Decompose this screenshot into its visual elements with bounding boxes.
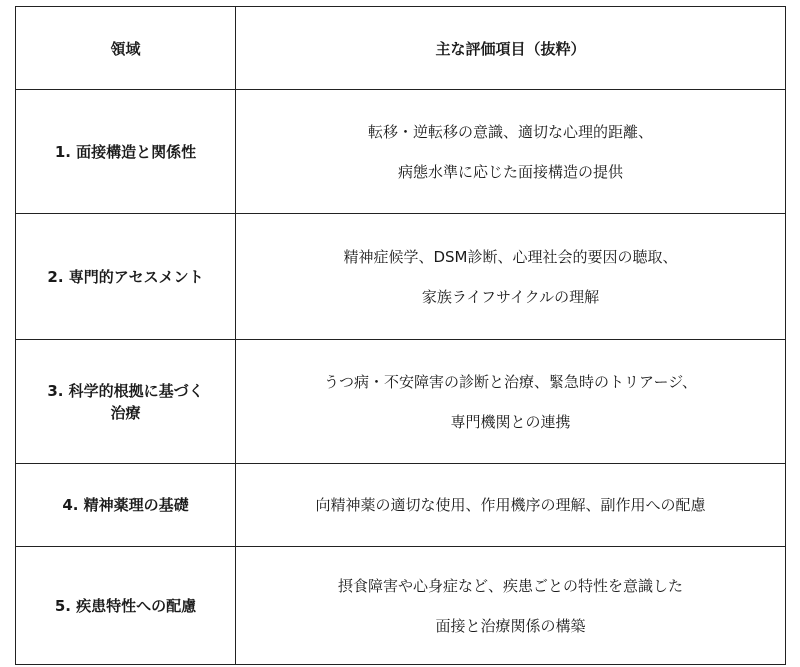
area-cell xyxy=(16,464,236,547)
items-text-line: うつ病・不安障害の診断と治療、緊急時のトリアージ、 xyxy=(323,372,698,391)
items-text-line: 精神症候学、DSM診断、心理社会的要因の聴取、 xyxy=(343,247,678,266)
area-cell xyxy=(16,214,236,340)
items-text-line: 病態水準に応じた面接構造の提供 xyxy=(397,162,623,181)
items-cell xyxy=(236,340,786,464)
items-text-line: 向精神薬の適切な使用、作用機序の理解、副作用への配慮 xyxy=(315,496,706,514)
area-label: 5. 疾患特性への配慮 xyxy=(54,596,197,615)
header-items: 主な評価項目（抜粋） xyxy=(236,7,786,90)
items-text-line: 転移・逆転移の意識、適切な心理的距離、 xyxy=(367,122,653,141)
area-cell xyxy=(16,90,236,214)
area-label: 4. 精神薬理の基礎 xyxy=(62,496,189,514)
table-row xyxy=(16,464,786,547)
area-label: 2. 専門的アセスメント xyxy=(47,267,204,286)
items-text-line: 摂食障害や心身症など、疾患ごとの特性を意識した xyxy=(337,576,683,595)
evaluation-table xyxy=(15,6,786,665)
items-cell xyxy=(236,214,786,340)
items-text-line: 専門機関との連携 xyxy=(450,412,571,431)
items-text-line: 面接と治療関係の構築 xyxy=(435,616,586,635)
header-row xyxy=(16,7,786,90)
area-cell xyxy=(16,340,236,464)
table-row xyxy=(16,90,786,214)
items-cell xyxy=(236,547,786,665)
table-row xyxy=(16,547,786,665)
area-cell xyxy=(16,547,236,665)
area-label: 1. 面接構造と関係性 xyxy=(54,142,197,161)
table-row xyxy=(16,214,786,340)
items-cell xyxy=(236,90,786,214)
items-cell xyxy=(236,464,786,547)
area-label: 3. 科学的根拠に基づく xyxy=(47,381,204,400)
table-row xyxy=(16,340,786,464)
area-label: 治療 xyxy=(110,403,141,422)
items-text-line: 家族ライフサイクルの理解 xyxy=(421,287,600,306)
header-area: 領域 xyxy=(16,7,236,90)
